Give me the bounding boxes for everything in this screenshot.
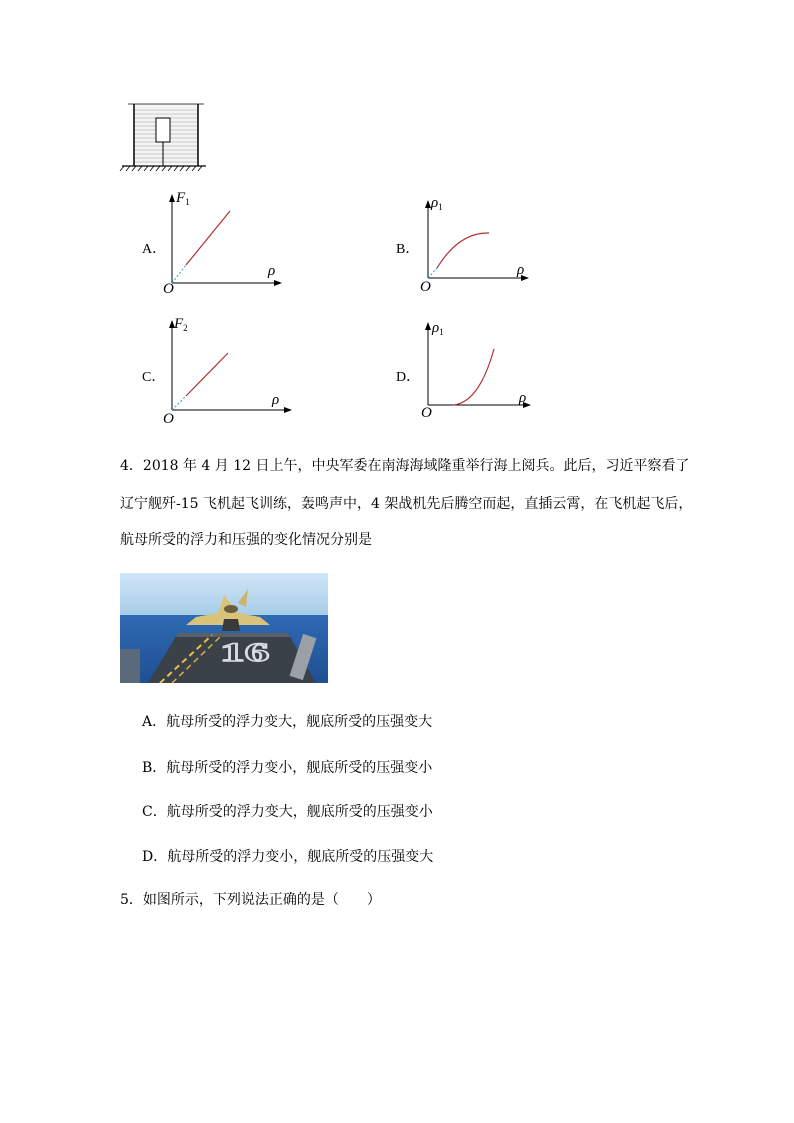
deck-marking: 16 xyxy=(219,637,270,667)
q4-line-1: 4．2018 年 4 月 12 日上午，中央军委在南海海域隆重举行海上阅兵。此后，习近平察看了 xyxy=(120,458,690,474)
container-figure xyxy=(118,100,208,172)
graph-a-x-label: ρ xyxy=(268,263,276,279)
graph-c-line xyxy=(186,353,228,396)
graph-c-dash xyxy=(172,396,186,410)
option-label-a[interactable]: A． xyxy=(142,242,167,257)
graph-d-x-label: ρ xyxy=(519,390,527,406)
option-label-c[interactable]: C． xyxy=(142,370,166,385)
graph-b-x-label: ρ xyxy=(517,262,525,278)
graph-b-y-label: $\rho_1$ xyxy=(431,195,443,212)
graph-d-origin: O xyxy=(421,405,432,421)
graph-b-origin: O xyxy=(420,279,431,295)
container-with-block-icon xyxy=(120,104,206,171)
q4-option-c[interactable]: C．航母所受的浮力变大，舰底所受的压强变小 xyxy=(142,804,433,820)
graph-a-origin: O xyxy=(163,281,174,297)
graph-b-dash xyxy=(428,268,437,278)
graph-d-y-label: $\rho_1$ xyxy=(432,320,444,337)
graph-d-curve xyxy=(453,349,494,405)
graph-a-dash xyxy=(172,265,186,283)
graph-b-curve xyxy=(437,233,489,268)
q4-line-2: 辽宁舰歼-15 飞机起飞训练，轰鸣声中，4 架战机先后腾空而起，直插云霄，在飞机起飞后， xyxy=(120,496,693,512)
q5-text: 5．如图所示，下列说法正确的是（ ） xyxy=(120,892,381,908)
graph-c-y-label: $F_2$ xyxy=(174,316,188,333)
q4-option-b[interactable]: B．航母所受的浮力变小，舰底所受的压强变小 xyxy=(142,760,433,776)
graph-a-y-label: $F_1$ xyxy=(176,190,190,207)
graph-c-x-label: ρ xyxy=(272,392,280,408)
graph-a-line xyxy=(186,211,230,265)
q4-option-a[interactable]: A．航母所受的浮力变大，舰底所受的压强变大 xyxy=(142,714,433,730)
option-label-d[interactable]: D． xyxy=(396,370,421,385)
q4-line-3: 航母所受的浮力和压强的变化情况分别是 xyxy=(120,532,372,548)
option-label-b[interactable]: B． xyxy=(396,242,420,257)
graph-c-origin: O xyxy=(163,411,174,427)
carrier-photo xyxy=(120,573,328,683)
q4-option-d[interactable]: D．航母所受的浮力变小，舰底所受的压强变大 xyxy=(142,849,434,865)
